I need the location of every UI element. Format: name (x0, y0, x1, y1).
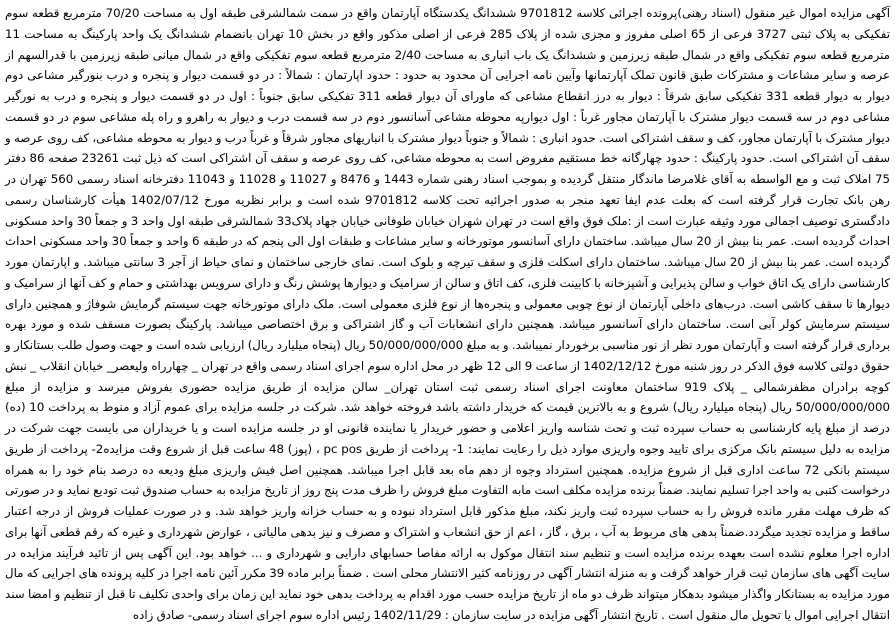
notice-body: آگهی مزایده اموال غیر منقول (اسناد رهنی)پرونده اجرائی کلاسه 9701812 ششدانگ یکدستگاه آپارتمان واقع در سمت شمالشرقی طبقه اول به مساحت 70/20 مترمربع قطعه سوم تفکیکی به پلاک ثبتی 3727 فرعی از 65 اصلی مفروز و مجزی شده از پلاک 285 فرعی از اصلی مذکور واقع در بخش 10 تهران بانضمام ششدانگ یک واحد پارکینگ به مساحت 11 مترمربع قطعه سوم تفکیکی واقع در شمال طبقه زیرزمین و ششدانگ یک باب انباری به مساحت 2/40 مترمربع قطعه سوم تفکیکی واقع در شمال میانی طبقه زیرزمین با قدرالسهم از عرصه و سایر مشاعات و مشترکات طبق قانون تملک آپارتمانها وآیین نامه اجرایی آن محدود به حدود : حدود اپارتمان : شمالاً : در دو قسمت دیوار و پنجره و درب بنورگیر مشاعی دوم دیوار به دیوار قطعه 331 تفکیکی سابق شرقاً : دیوار به درز انقطاع مشاعی که ماورای آن دیوار قطعه 311 تفکیکی سابق جنوباً : اول در دو قسمت دیوار و پنجره و درب به نورگیر مشاعی دوم در سه قسمت دیوار مشترک با آپارتمان مجاور غرباً : اول دیوارپه محوطه مشاعی آسانسور دوم در سه قسمت درب و دیوار به راهرو و راه پله مشاعی سوم در دو قسمت دیوار مشترک با آپارتمان مجاور، کف و سقف اشتراکی است. حدود انباری : شمالاً و جنوباً دیوار مشترک با انباریهای مجاور شرقاً و غرباً درب و دیوار به محوطه مشاعی، کف روی عرصه و سقف آن اشتراکی است. حدود پارکینگ : حدود چهارگانه خط مستقیم مفروض است به محوطه مشاعی، کف روی عرصه و سقف آن اشتراکی است که ذیل ثبت 23261 صفحه 86 دفتر 75 املاک ثبت و مع الواسطه به آقای غلامرضا ماندگار منتقل گردیده و بموجب اسناد رهنی شماره 1443 و 8476 و 11027 و 11028 و 11043 دفترخانه اسناد رسمی 560 تهران در رهن بانک تجارت قرار گرفته است که بعلت عدم ایفا تعهد منجر به صدور اجرائیه تحت کلاسه 9701812 شده است و برابر نظریه مورخ 1402/07/12 هیأت کارشناسان رسمی دادگستری توصیف اجمالی مورد وثیقه عبارت است از :ملک فوق واقع است در تهران شهران خیابان طوفانی خیابان جهاد پلاک33 شمالشرقی طبقه اول واحد 3 و جمعاً 30 واحد مسکونی احداث گردیده است. عمر بنا بیش از 20 سال میباشد. ساختمان دارای آسانسور موتورخانه و سایر مشاعات و طبقات اول الی پنجم که در طبقه 6 واحد و جمعاً 30 واحد مسکونی احداث گردیده است. عمر بنا بیش از 20 سال میباشد. ساختمان دارای اسکلت فلزی و سقف تیرچه و بلوک است. نمای خارجی ساختمان و نمای حیاط از آجر 3 سانتی میباشد. و اپارتمان مورد کارشناسی دارای یک اتاق خواب و سالن پذیرایی و آشپزخانه با کابینت فلزی، کف اتاق و سالن از سرامیک و دیوارها پوشش رنگ و دارای سرویس بهداشتی و حمام و کف آنها از سرامیک و دیوارها تا سقف کاشی است. درب‌های داخلی آپارتمان از نوع چوبی معمولی و پنجره‌ها از نوع فلزی معمولی است. ملک دارای موتورخانه جهت سیستم گرمایش شوفاژ و همچنین دارای سیستم سرمایش کولر آبی است. ساختمان دارای آسانسور میباشد. همچنین دارای انشعابات آب و گاز اشتراکی و برق اختصاصی میباشد. پارکینگ بصورت مسقف شده و مورد بهره برداری قرار گرفته است و آپارتمان مورد نظر از نور مناسبی برخوردار نمیباشد. و به مبلغ 50/000/000/000 ریال (پنجاه میلیارد ریال) ارزیابی شده است و جهت وصول طلب بستانکار و حقوق دولتی کلاسه فوق الذکر در روز شنبه مورخ 1402/12/12 از ساعت 9 الی 12 ظهر در محل اداره سوم اجرای اسناد رسمی واقع در تهران _ چهارراه ولیعصر_ خیابان انقلاب _ نبش کوچه برادران مظفرشمالی _ پلاک 919 ساختمان معاونت اجرای اسناد رسمی ثبت استان تهران_ سالن مزایده از طریق مزایده حضوری بفروش میرسد و مزایده از مبلغ 50/000/000/000 ریال (پنجاه میلیارد ریال) شروع و به بالاترین قیمت که خریدار داشته باشد فروخته خواهد شد. شرکت در جلسه مزایده برای عموم آزاد و منوط به پرداخت 10 (ده) درصد از مبلغ پایه کارشناسی به حساب سپرده ثبت و تحت شناسه واریز اعلامی و حضور خریدار یا نماینده قانونی او در جلسه مزایده است و یا خریداران می بایست جهت شرکت در مزایده به دلیل سیستم بانک مرکزی برای تایید وجوه واریزی موارد ذیل را رعایت نمایند: 1- پرداخت از طریق pc pos ، (پوز) 48 ساعت قبل از شروع وقت مزایده2- پرداخت از طریق سیستم بانکی 72 ساعت اداری قبل از شروع مزایده. همچنین استرداد وجوه از دهم ماه بعد قابل اجرا میباشد. همچنین اصل فیش واریزی مبلغ ودیعه ده درصد بنام خود را به همراه درخواست کتبی به واحد اجرا تسلیم نمایند. ضمناً برنده مزایده مکلف است مابه التفاوت مبلغ فروش را ظرف مدت پنج روز از تاریخ مزایده به حساب صندوق ثبت تودیع نماید و در صورتی که ظرف مهلت مقرر مانده فروش را به حساب سپرده ثبت واریز نکند، مبلغ مذکور قابل استرداد نبوده و به حساب خزانه واریز خواهد شد. و در صورت عملیات فروش از درجه اعتبار ساقط و مزایده تجدید میگردد.ضمناً بدهی های مربوط به آب ، برق ، گاز ، اعم از حق انشعاب و اشتراک و مصرف و نیز بدهی مالیاتی ، عوارض شهرداری و غیره که رقم قطعی آنها برای اداره اجرا معلوم نشده است بعهده برنده مزایده است و تنظیم سند انتقال موکول به ارائه مفاصا حسابهای دارایی و شهرداری و ... خواهد بود. این آگهی پس از تائید فرآیند مزایده در سایت آگهی های سازمان ثبت قرار خواهد گرفت و به منزله انتشار آگهی در روزنامه کثیر الانتشار محلی است . ضمناً برابر ماده 39 مکرر آئین نامه اجرا در کلیه پرونده های اجرایی که مال مورد مزایده به بستانکار واگذار میشود بدهکار میتواند ظرف دو ماه از تاریخ مزایده حسب مورد اقدام به پرداخت بدهی خود نماید این زمان برای واحدی تکلیف تا قبل از تنظیم و امضا سند انتقال اجرایی اموال یا تحویل مال منقول است . تاریخ انتشار آگهی مزایده در سایت سازمان : 1402/11/29 رئیس اداره سوم اجرای اسناد رسمی- صادق زاده (5, 6, 891, 622)
